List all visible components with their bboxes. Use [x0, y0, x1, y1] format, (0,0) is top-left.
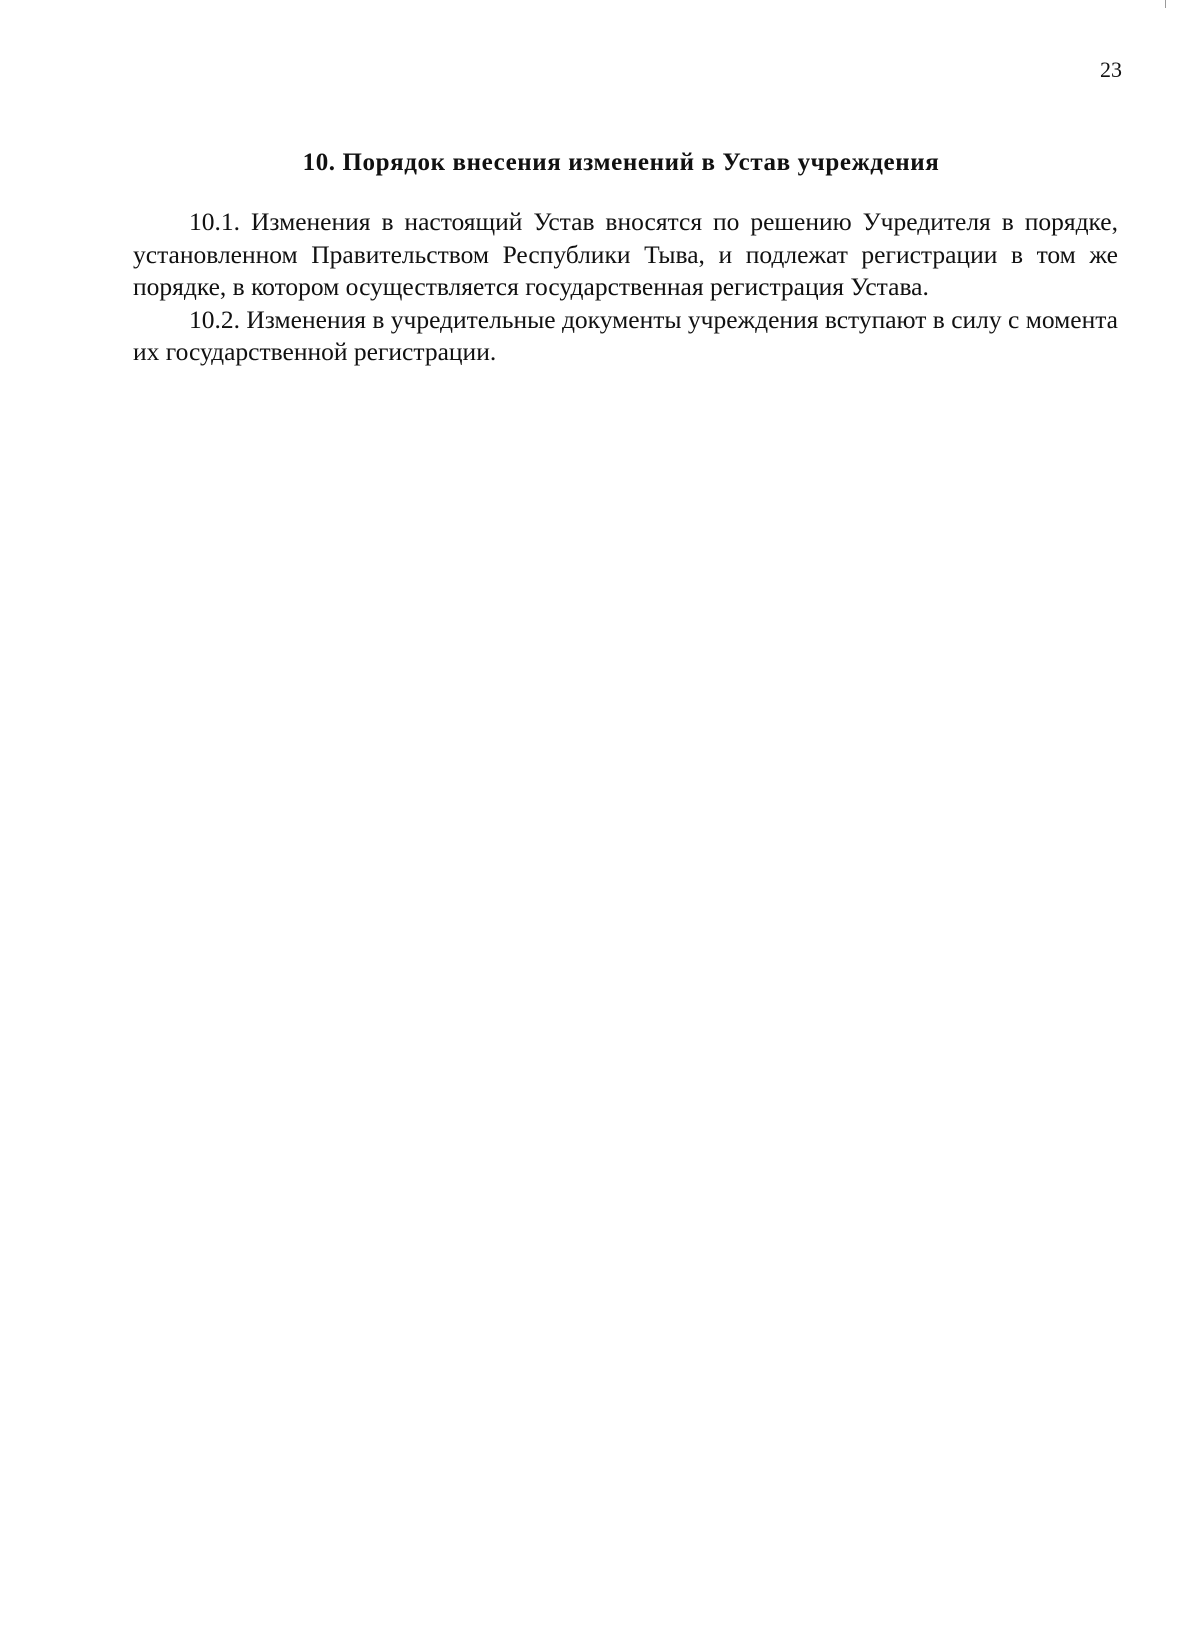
page-number: 23: [1100, 57, 1122, 82]
document-body: [133, 206, 1118, 369]
section-heading: 10. Порядок внесения изменений в Устав учреждения: [302, 149, 940, 176]
scan-mark: [1165, 0, 1166, 8]
paragraph-10-1: 10.1. Изменения в настоящий Устав вносятся по решению Учредителя в порядке, установленном Правительством Республики Тыва, и подлежат регистрации в том же порядке, в котором осуществляется государственная регистрация Устава.: [133, 207, 1118, 301]
paragraph-10-2: 10.2. Изменения в учредительные документы учреждения вступают в силу с момента их государственной регистрации.: [133, 304, 1118, 366]
